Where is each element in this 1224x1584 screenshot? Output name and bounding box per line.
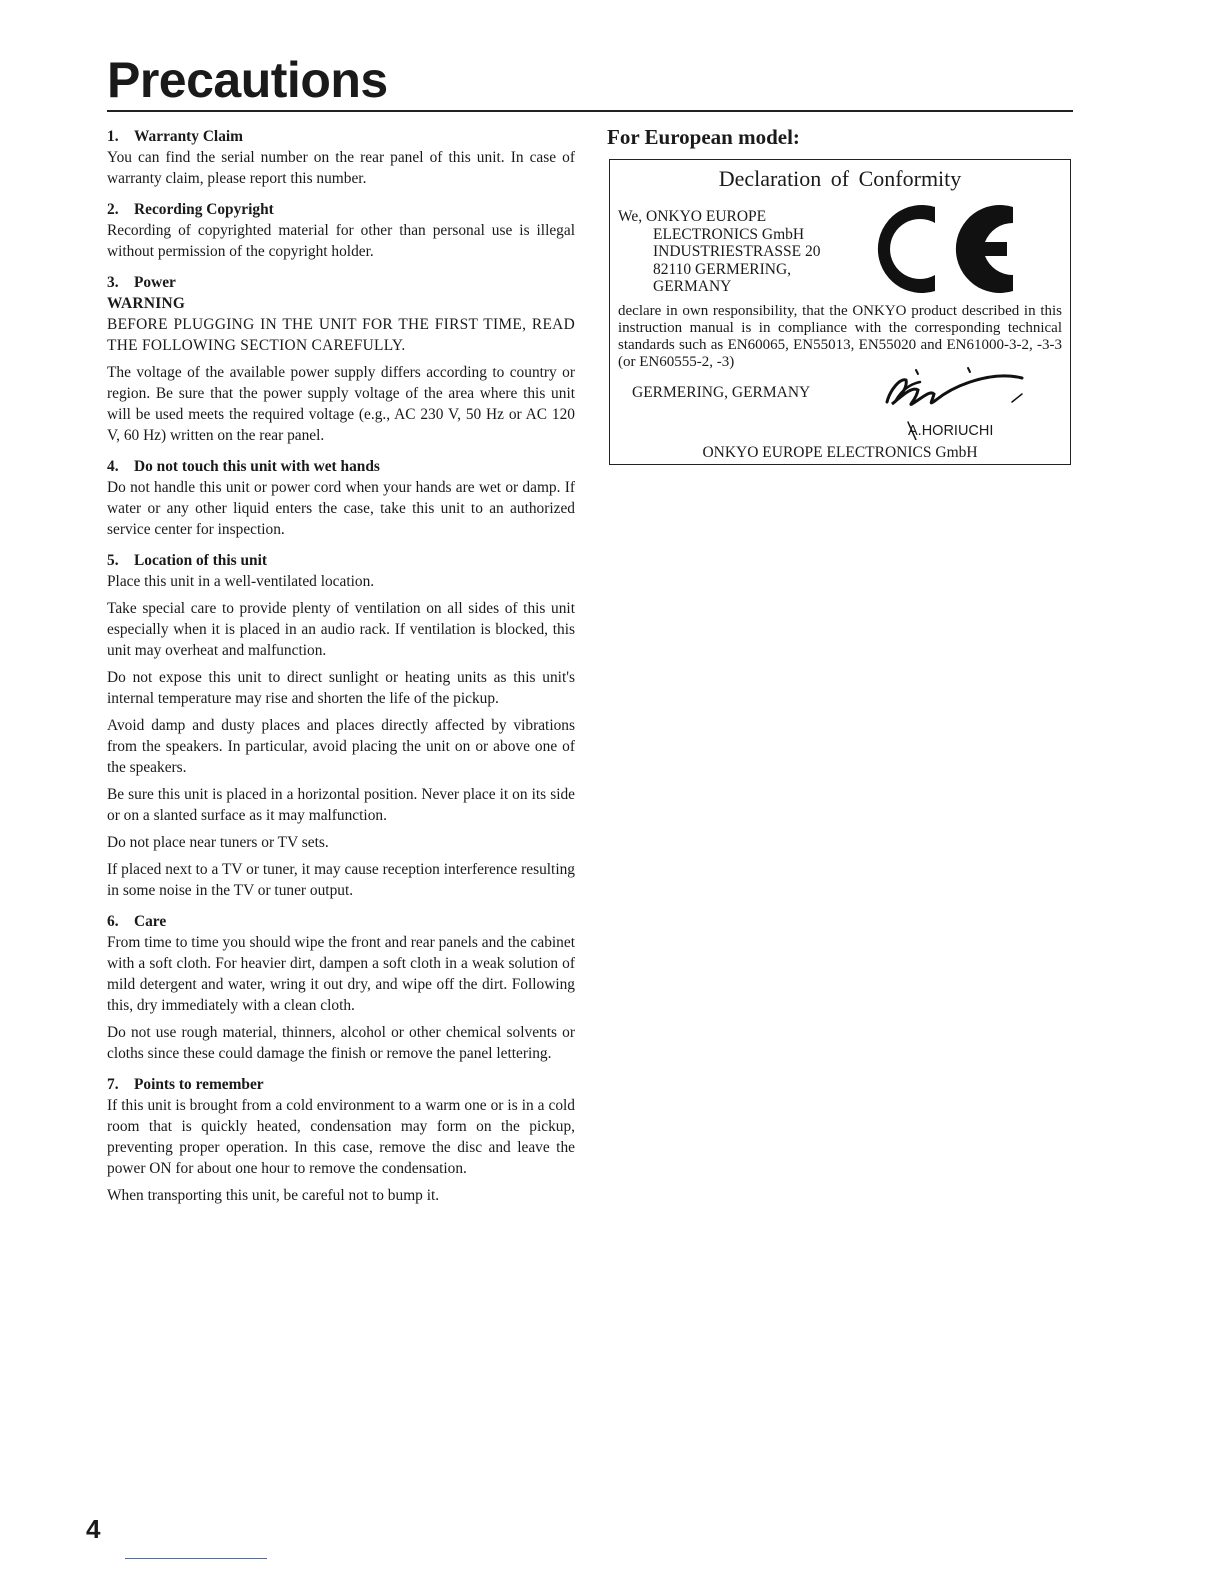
page-number: 4: [86, 1514, 101, 1544]
european-model-heading: For European model:: [607, 125, 800, 149]
section-title: Location of this unit: [134, 552, 267, 569]
paragraph: If this unit is brought from a cold environment to a warm one or is in a cold room that is quickly heated, condensation may form on the pickup, preventing proper operation. In this case, remove the disc and leave the power ON for about one hour to remove the condensation.: [107, 1097, 575, 1177]
section-number: 5.: [107, 552, 119, 569]
precautions-column: [107, 126, 575, 1216]
section-points-to-remember: [107, 1074, 575, 1206]
section-title: Points to remember: [134, 1076, 264, 1093]
title-divider: [107, 110, 1073, 112]
paragraph: You can find the serial number on the rear panel of this unit. In case of warranty claim, please report this number.: [107, 149, 575, 187]
paragraph: Place this unit in a well-ventilated location.: [107, 573, 375, 590]
section-number: 6.: [107, 913, 119, 930]
section-number: 7.: [107, 1076, 119, 1093]
section-number: 3.: [107, 274, 119, 291]
paragraph: Do not place near tuners or TV sets.: [107, 834, 329, 851]
signer-name: A.HORIUCHI: [908, 423, 994, 439]
paragraph: If placed next to a TV or tuner, it may cause reception interference resulting in some noise in the TV or tuner output.: [107, 861, 575, 899]
address-line: ELECTRONICS GmbH: [653, 225, 805, 243]
address-line: INDUSTRIESTRASSE 20: [653, 243, 821, 260]
paragraph: Take special care to provide plenty of ventilation on all sides of this unit especially when it is placed in an audio rack. If ventilation is blocked, this unit may overheat and malfunction.: [107, 600, 575, 659]
paragraph: Do not expose this unit to direct sunlight or heating units as this unit's internal temperature may rise and shorten the life of the pickup.: [107, 669, 575, 707]
section-wet-hands: [107, 456, 575, 540]
section-title: Do not touch this unit with wet hands: [134, 458, 380, 475]
footer-divider: [125, 1558, 267, 1559]
section-title: Power: [134, 274, 176, 291]
address-line: GERMANY: [653, 278, 732, 295]
paragraph: Recording of copyrighted material for other than personal use is illegal without permission of the copyright holder.: [107, 222, 575, 260]
section-title: Care: [134, 913, 167, 930]
section-heading: [107, 1074, 575, 1095]
paragraph: Be sure this unit is placed in a horizontal position. Never place it on its side or on a slanted surface as it may malfunction.: [107, 786, 575, 824]
section-title: Warranty Claim: [134, 128, 244, 145]
section-power: [107, 272, 575, 446]
paragraph: Do not handle this unit or power cord when your hands are wet or damp. If water or any other liquid enters the case, take this unit to an authorized service center for inspection.: [107, 479, 575, 538]
place-of-issue: GERMERING, GERMANY: [632, 384, 811, 401]
address-line: 82110 GERMERING,: [653, 260, 792, 278]
section-warranty-claim: [107, 126, 575, 189]
declaration-title: Declaration of Conformity: [718, 166, 962, 191]
section-recording-copyright: [107, 199, 575, 262]
page-title: Precautions: [107, 52, 388, 108]
company-name: ONKYO EUROPE ELECTRONICS GmbH: [702, 444, 978, 461]
paragraph: The voltage of the available power supply differs according to country or region. Be sure that the power supply voltage of the area where this unit will be used meets the required voltage (e.g., AC 230 V, 50 Hz or AC 120 V, 60 Hz) written on the rear panel.: [107, 364, 575, 444]
section-title: Recording Copyright: [134, 201, 274, 218]
section-heading: [107, 456, 575, 477]
section-heading: [107, 550, 575, 571]
section-heading: [107, 911, 575, 932]
section-heading: [107, 199, 575, 220]
address-line: We, ONKYO EUROPE: [618, 208, 767, 225]
paragraph: From time to time you should wipe the front and rear panels and the cabinet with a soft cloth. For heavier dirt, dampen a soft cloth in a weak solution of mild detergent and water, wring it out dry, and wipe off the dirt. Following this, dry immediately with a clean cloth.: [107, 934, 575, 1014]
declaration-statement: declare in own responsibility, that the ONKYO product described in this instruction manual is in compliance with the corresponding technical standards such as EN60065, EN55013, EN55020 and EN61000-3-2, -3-3 (or EN60555-2, -3): [618, 303, 1062, 370]
section-number: 1.: [107, 128, 119, 145]
section-heading: [107, 126, 575, 147]
paragraph: Avoid damp and dusty places and places directly affected by vibrations from the speakers. In particular, avoid placing the unit on or above one of the speakers.: [107, 717, 575, 776]
declaration-of-conformity-box: [609, 159, 1071, 465]
section-location: [107, 550, 575, 901]
warning-heading: WARNING: [107, 295, 186, 312]
section-care: [107, 911, 575, 1064]
section-heading: [107, 272, 575, 293]
section-number: 2.: [107, 201, 119, 218]
paragraph: When transporting this unit, be careful not to bump it.: [107, 1187, 440, 1204]
section-number: 4.: [107, 458, 119, 475]
company-address: [618, 208, 868, 296]
ce-mark-icon: [873, 195, 1023, 303]
paragraph: Do not use rough material, thinners, alcohol or other chemical solvents or cloths since these could damage the finish or remove the panel lettering.: [107, 1024, 575, 1062]
warning-text: BEFORE PLUGGING IN THE UNIT FOR THE FIRST TIME, READ THE FOLLOWING SECTION CAREFULLY.: [107, 316, 575, 354]
